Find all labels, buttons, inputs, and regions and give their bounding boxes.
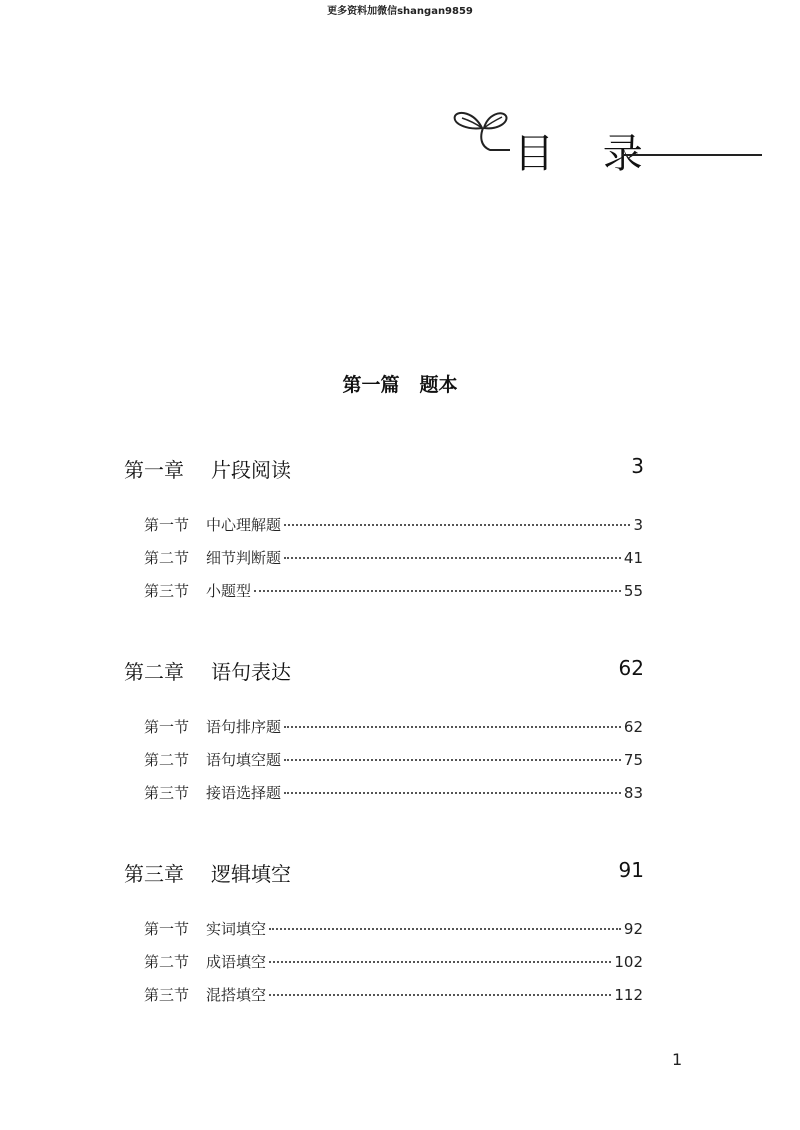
section-page: 83 (623, 784, 643, 802)
section-name: 实词填空 (206, 920, 267, 938)
toc-section-3-3[interactable] (144, 984, 643, 1006)
section-number: 第二节 (144, 953, 190, 971)
section-number: 第三节 (144, 784, 190, 802)
section-page: 112 (614, 986, 643, 1004)
dot-leader (284, 524, 630, 526)
chapter-name: 逻辑填空 (211, 862, 291, 886)
watermark: 更多资料加微信shangan9859 (327, 6, 473, 17)
section-name: 语句填空题 (206, 751, 282, 769)
section-number: 第三节 (144, 582, 190, 600)
toc-section-3-2[interactable] (144, 951, 643, 973)
chapter-page: 62 (618, 656, 644, 680)
section-name: 成语填空 (206, 953, 267, 971)
chapter-number: 第三章 (124, 862, 184, 886)
chapter-number: 第二章 (124, 660, 184, 684)
section-name: 混搭填空 (206, 986, 267, 1004)
toc-section-1-2[interactable] (144, 547, 643, 569)
section-page: 41 (623, 549, 643, 567)
chapter-page: 91 (618, 858, 644, 882)
title-rule (622, 154, 762, 156)
chapter-number: 第一章 (124, 458, 184, 482)
section-number: 第一节 (144, 718, 190, 736)
toc-section-2-2[interactable] (144, 749, 643, 771)
section-page: 62 (623, 718, 643, 736)
section-page: 3 (633, 516, 643, 534)
toc-section-1-1[interactable] (144, 514, 643, 536)
part-title (0, 370, 800, 397)
section-name: 细节判断题 (206, 549, 282, 567)
dot-leader (269, 994, 611, 996)
section-number: 第一节 (144, 920, 190, 938)
toc-chapter-3[interactable] (124, 858, 644, 888)
section-name: 小题型 (206, 582, 252, 600)
section-number: 第二节 (144, 549, 190, 567)
dot-leader (284, 792, 621, 794)
dot-leader (284, 557, 621, 559)
toc-chapter-2[interactable] (124, 656, 644, 686)
dot-leader (284, 759, 621, 761)
chapter-page: 3 (631, 454, 644, 478)
section-name: 接语选择题 (206, 784, 282, 802)
section-name: 语句排序题 (206, 718, 282, 736)
section-page: 75 (623, 751, 643, 769)
chapter-name: 片段阅读 (211, 458, 291, 482)
chapter-name: 语句表达 (211, 660, 291, 684)
dot-leader (269, 928, 621, 930)
section-number: 第三节 (144, 986, 190, 1004)
section-page: 92 (623, 920, 643, 938)
sprout-icon (452, 104, 514, 156)
toc-section-3-1[interactable] (144, 918, 643, 940)
section-page: 55 (623, 582, 643, 600)
section-number: 第二节 (144, 751, 190, 769)
toc-section-1-3[interactable] (144, 580, 643, 602)
part-number: 第一篇 (342, 374, 400, 396)
section-number: 第一节 (144, 516, 190, 534)
toc-chapter-1[interactable] (124, 454, 644, 484)
section-page: 102 (614, 953, 643, 971)
dot-leader (269, 961, 611, 963)
part-name: 题本 (419, 374, 458, 396)
toc-section-2-3[interactable] (144, 782, 643, 804)
toc-section-2-1[interactable] (144, 716, 643, 738)
toc-title: 目 录 (514, 131, 661, 177)
section-name: 中心理解题 (206, 516, 282, 534)
page-number: 1 (672, 1050, 683, 1069)
dot-leader (254, 590, 621, 592)
dot-leader (284, 726, 621, 728)
